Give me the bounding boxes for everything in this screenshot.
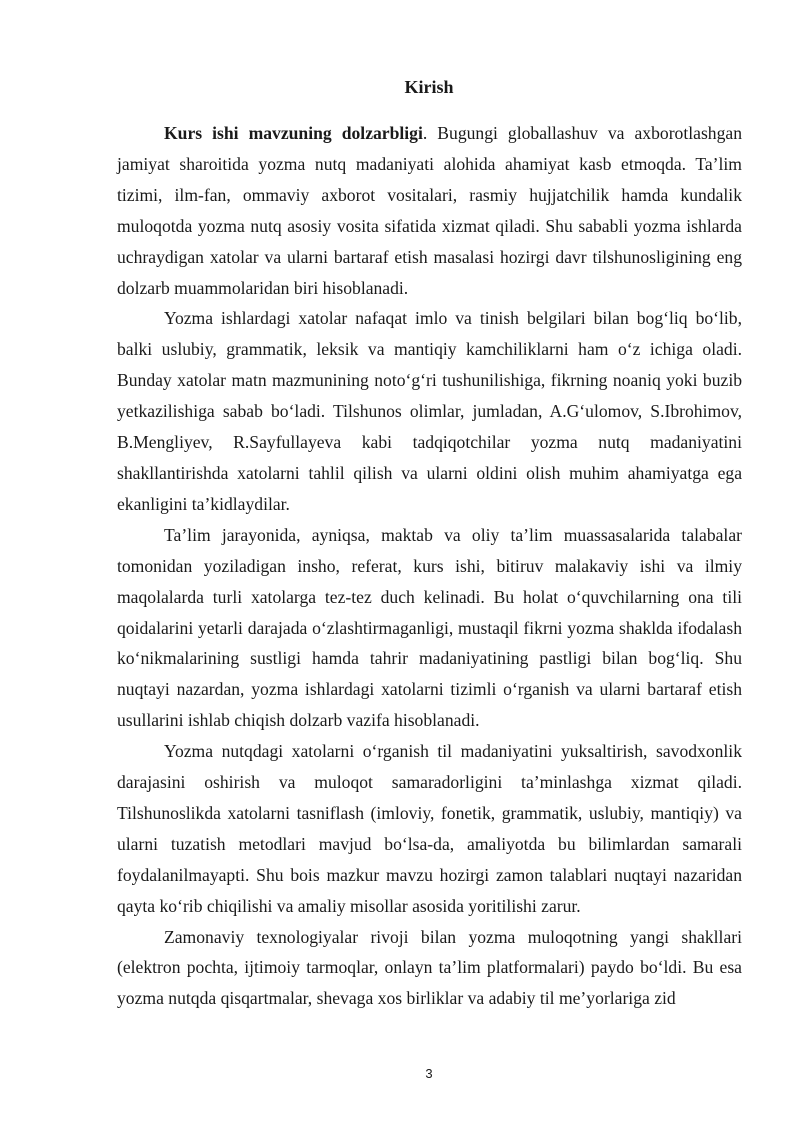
paragraph-text: . Bugungi globallashuv va axborotlashgan jamiyat sharoitida yozma nutq madaniyati alohida ahamiyat kasb etmoqda. Ta’lim tizimi, ilm-fan, ommaviy axborot vositalari, rasmiy hujjatchilik hamda kundalik muloqotda yozma nutq asosiy vosita sifatida xizmat qiladi. Shu sababli yozma ishlarda uchraydigan xatolar va ularni bartaraf etish masalasi hozirgi davr tilshunosligining eng dolzarb muammolaridan biri hisoblanadi. (117, 123, 742, 298)
page-number: 3 (425, 1066, 433, 1081)
paragraph-text: Yozma ishlardagi xatolar nafaqat imlo va tinish belgilari bilan bog‘liq bo‘lib, balki uslubiy, grammatik, leksik va mantiqiy kamchiliklarni ham o‘z ichiga oladi. Bunday xatolar matn mazmunining noto‘g‘ri tushunilishiga, fikrning noaniq yoki buzib yetkazilishiga sabab bo‘ladi. Tilshunos olimlar, jumladan, A.G‘ulomov, S.Ibrohimov, B.Mengliyev, R.Sayfullayeva kabi tadqiqotchilar yozma nutq madaniyatini shakllantirishda xatolarni tahlil qilish va ularni oldini olish muhim ahamiyatga ega ekanligini ta’kidlaydilar. (117, 308, 742, 514)
paragraph-text: Zamonaviy texnologiyalar rivoji bilan yozma muloqotning yangi shakllari (elektron pochta, ijtimoiy tarmoqlar, onlayn ta’lim platformalari) paydo bo‘ldi. Bu esa yozma nutqda qisqartmalar, shevaga xos birliklar va adabiy til me’yorlariga zid (117, 926, 742, 1009)
paragraph-text: Yozma nutqdagi xatolarni o‘rganish til madaniyatini yuksaltirish, savodxonlik darajasini oshirish va muloqot samaradorligini ta’minlashga xizmat qiladi. Tilshunoslikda xatolarni tasniflash (imloviy, fonetik, grammatik, uslubiy, mantiqiy) va ularni tuzatish metodlari mavjud bo‘lsa-da, amaliyotda bu bilimlardan samarali foydalanilmayapti. Shu bois mazkur mavzu hozirgi zamon talablari nuqtayi nazaridan qayta ko‘rib chiqilishi va amaliy misollar asosida yoritilishi zarur. (117, 741, 742, 916)
paragraph-5 (117, 922, 742, 1015)
paragraph-lead: Kurs ishi mavzuning dolzarbligi (164, 123, 423, 143)
paragraph-text: Ta’lim jarayonida, ayniqsa, maktab va oliy ta’lim muassasalarida talabalar tomonidan yoziladigan insho, referat, kurs ishi, bitiruv malakaviy ishi va ilmiy maqolalarda turli xatolarga tez-tez duch kelinadi. Bu holat o‘quvchilarning ona tili qoidalarini yetarli darajada o‘zlashtirmaganligi, mustaqil fikrni yozma shaklda ifodalash ko‘nikmalarining sustligi hamda tahrir madaniyatining pastligi bilan bog‘liq. Shu nuqtayi nazardan, yozma ishlardagi xatolarni tizimli o‘rganish va ularni bartaraf etish usullarini ishlab chiqish dolzarb vazifa hisoblanadi. (117, 524, 742, 731)
paragraph-2 (117, 303, 742, 519)
body-text (117, 118, 742, 1014)
section-heading: Kirish (404, 77, 454, 97)
paragraph-4 (117, 736, 742, 921)
paragraph-3 (117, 520, 742, 736)
paragraph-1 (117, 118, 742, 303)
